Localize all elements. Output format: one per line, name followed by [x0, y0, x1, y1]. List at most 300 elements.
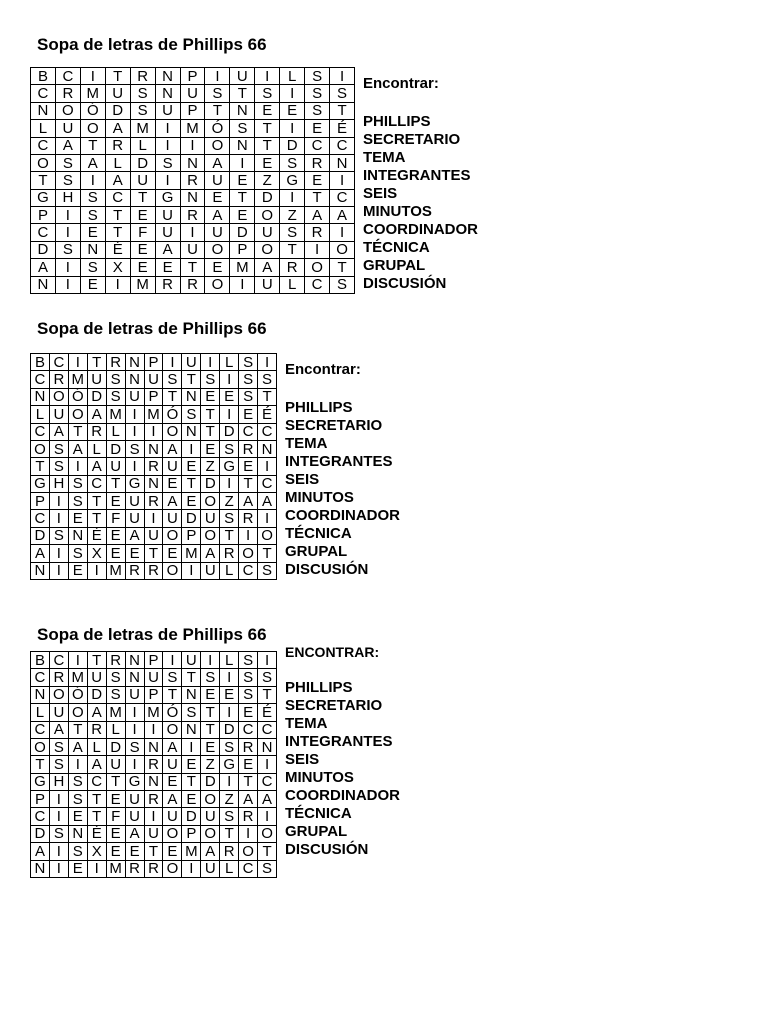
grid-cell: I — [258, 808, 277, 825]
grid-cell: I — [182, 562, 201, 580]
puzzle-3-title: Sopa de letras de Phillips 66 — [37, 625, 267, 644]
grid-cell: I — [55, 224, 80, 241]
grid-cell: S — [201, 669, 220, 686]
grid-cell: E — [80, 276, 105, 294]
grid-cell: B — [31, 354, 50, 371]
grid-cell: R — [87, 423, 106, 440]
grid-cell: I — [87, 860, 106, 878]
grid-cell: R — [144, 756, 163, 773]
word-item: MINUTOS — [285, 489, 354, 506]
grid-cell: I — [80, 172, 105, 189]
grid-cell: T — [180, 259, 205, 276]
grid-cell: I — [205, 68, 230, 85]
grid-cell: D — [105, 102, 130, 119]
grid-cell: R — [49, 371, 68, 388]
grid-cell: A — [87, 704, 106, 721]
grid-cell: S — [163, 371, 182, 388]
grid-cell: R — [305, 224, 330, 241]
grid-cell: O — [68, 704, 87, 721]
grid-cell: I — [220, 773, 239, 790]
grid-cell: E — [106, 545, 125, 562]
grid-cell: D — [31, 241, 56, 258]
grid-cell: P — [144, 388, 163, 405]
grid-cell: U — [144, 371, 163, 388]
grid-cell: A — [31, 843, 50, 860]
grid-row — [31, 773, 277, 790]
grid-cell: E — [280, 102, 305, 119]
grid-cell: T — [80, 137, 105, 154]
grid-cell: U — [182, 354, 201, 371]
grid-cell: I — [330, 68, 355, 85]
grid-cell: R — [144, 493, 163, 510]
grid-cell: L — [220, 860, 239, 878]
grid-cell: T — [201, 704, 220, 721]
grid-cell: U — [125, 388, 144, 405]
grid-row — [31, 68, 355, 85]
grid-cell: O — [255, 241, 280, 258]
grid-cell: M — [106, 406, 125, 423]
grid-cell: Z — [220, 493, 239, 510]
grid-cell: A — [49, 721, 68, 738]
grid-cell: S — [239, 371, 258, 388]
grid-cell: O — [258, 527, 277, 544]
word-item: PHILLIPS — [285, 399, 353, 416]
grid-cell: R — [144, 860, 163, 878]
grid-cell: P — [180, 102, 205, 119]
grid-cell: A — [68, 738, 87, 755]
grid-cell: U — [255, 224, 280, 241]
grid-cell: I — [49, 843, 68, 860]
word-item: SEIS — [285, 471, 320, 488]
grid-cell: D — [106, 738, 125, 755]
grid-cell: E — [201, 738, 220, 755]
grid-cell: U — [87, 371, 106, 388]
grid-cell: I — [87, 562, 106, 580]
grid-cell: O — [205, 137, 230, 154]
grid-cell: O — [258, 825, 277, 842]
grid-cell: E — [201, 440, 220, 457]
grid-cell: G — [155, 189, 180, 206]
grid-cell: I — [125, 704, 144, 721]
grid-cell: C — [258, 475, 277, 492]
grid-cell: S — [130, 102, 155, 119]
grid-cell: T — [330, 259, 355, 276]
grid-cell: I — [280, 189, 305, 206]
grid-cell: A — [163, 493, 182, 510]
grid-cell: M — [106, 562, 125, 580]
grid-cell: I — [155, 172, 180, 189]
grid-cell: T — [258, 686, 277, 703]
grid-row — [31, 371, 277, 388]
grid-cell: Z — [201, 458, 220, 475]
grid-row — [31, 843, 277, 860]
grid-cell: C — [31, 423, 50, 440]
grid-cell: A — [258, 493, 277, 510]
grid-cell: R — [180, 207, 205, 224]
grid-cell: D — [220, 423, 239, 440]
grid-cell: R — [155, 276, 180, 294]
grid-cell: É — [258, 704, 277, 721]
grid-cell: H — [55, 189, 80, 206]
grid-row — [31, 791, 277, 808]
grid-cell: S — [239, 388, 258, 405]
grid-cell: T — [87, 493, 106, 510]
grid-cell: S — [130, 85, 155, 102]
grid-cell: E — [239, 756, 258, 773]
word-item: PHILLIPS — [363, 113, 431, 130]
grid-cell: N — [31, 860, 50, 878]
grid-cell: E — [106, 843, 125, 860]
grid-row — [31, 207, 355, 224]
grid-cell: P — [144, 354, 163, 371]
grid-cell: C — [31, 808, 50, 825]
grid-cell: S — [106, 686, 125, 703]
grid-cell: N — [31, 562, 50, 580]
grid-cell: M — [68, 669, 87, 686]
grid-cell: U — [201, 562, 220, 580]
word-item: TÉCNICA — [285, 525, 352, 542]
grid-cell: A — [205, 154, 230, 171]
grid-cell: D — [220, 721, 239, 738]
grid-cell: T — [87, 808, 106, 825]
grid-row — [31, 440, 277, 457]
grid-cell: R — [239, 510, 258, 527]
grid-cell: S — [80, 207, 105, 224]
grid-cell: T — [163, 686, 182, 703]
word-item: TEMA — [363, 149, 406, 166]
grid-cell: E — [305, 120, 330, 137]
grid-cell: S — [68, 545, 87, 562]
grid-cell: U — [255, 276, 280, 294]
grid-row — [31, 493, 277, 510]
grid-cell: E — [182, 791, 201, 808]
grid-cell: I — [182, 860, 201, 878]
grid-row — [31, 172, 355, 189]
grid-cell: A — [105, 120, 130, 137]
grid-cell: O — [49, 388, 68, 405]
grid-cell: I — [280, 120, 305, 137]
grid-cell: N — [125, 652, 144, 669]
grid-cell: R — [305, 154, 330, 171]
grid-cell: S — [55, 172, 80, 189]
grid-cell: S — [125, 440, 144, 457]
grid-cell: E — [130, 259, 155, 276]
grid-cell: P — [182, 527, 201, 544]
grid-cell: Z — [255, 172, 280, 189]
word-item: TÉCNICA — [363, 239, 430, 256]
grid-cell: E — [182, 493, 201, 510]
grid-cell: C — [31, 371, 50, 388]
grid-cell: E — [125, 843, 144, 860]
puzzle-1-word-list — [363, 75, 478, 293]
grid-cell: S — [230, 120, 255, 137]
grid-cell: O — [163, 423, 182, 440]
grid-cell: N — [31, 686, 50, 703]
grid-cell: S — [330, 276, 355, 294]
grid-cell: D — [106, 440, 125, 457]
word-item: COORDINADOR — [285, 787, 400, 804]
grid-cell: T — [105, 68, 130, 85]
grid-cell: I — [55, 207, 80, 224]
grid-cell: I — [144, 808, 163, 825]
grid-cell: C — [305, 276, 330, 294]
grid-cell: F — [106, 510, 125, 527]
grid-cell: G — [280, 172, 305, 189]
grid-cell: T — [201, 721, 220, 738]
grid-cell: R — [125, 562, 144, 580]
grid-cell: E — [201, 388, 220, 405]
grid-cell: A — [80, 154, 105, 171]
grid-cell: L — [106, 721, 125, 738]
grid-cell: R — [220, 545, 239, 562]
grid-cell: E — [106, 493, 125, 510]
grid-cell: E — [255, 102, 280, 119]
grid-cell: L — [280, 68, 305, 85]
grid-cell: T — [144, 843, 163, 860]
grid-cell: E — [163, 843, 182, 860]
grid-cell: S — [258, 669, 277, 686]
grid-cell: D — [201, 475, 220, 492]
grid-cell: S — [68, 773, 87, 790]
grid-cell: C — [31, 137, 56, 154]
grid-cell: T — [305, 189, 330, 206]
grid-cell: S — [182, 704, 201, 721]
grid-row — [31, 669, 277, 686]
grid-cell: É — [87, 527, 106, 544]
grid-cell: U — [49, 406, 68, 423]
grid-cell: A — [239, 493, 258, 510]
grid-cell: E — [220, 388, 239, 405]
grid-cell: N — [182, 423, 201, 440]
grid-cell: E — [239, 704, 258, 721]
grid-cell: T — [201, 423, 220, 440]
grid-cell: S — [239, 354, 258, 371]
word-item: INTEGRANTES — [363, 167, 471, 184]
grid-cell: C — [55, 68, 80, 85]
grid-cell: T — [87, 652, 106, 669]
word-item: INTEGRANTES — [285, 453, 393, 470]
grid-cell: S — [49, 458, 68, 475]
grid-cell: I — [258, 652, 277, 669]
grid-cell: T — [201, 406, 220, 423]
grid-cell: N — [155, 68, 180, 85]
grid-cell: C — [258, 423, 277, 440]
grid-cell: L — [220, 652, 239, 669]
grid-cell: S — [80, 259, 105, 276]
grid-cell: X — [87, 843, 106, 860]
grid-cell: E — [182, 458, 201, 475]
grid-cell: I — [144, 423, 163, 440]
grid-cell: I — [220, 371, 239, 388]
grid-cell: É — [258, 406, 277, 423]
grid-cell: P — [230, 241, 255, 258]
grid-row — [31, 189, 355, 206]
grid-cell: U — [125, 493, 144, 510]
grid-cell: S — [258, 371, 277, 388]
grid-cell: X — [87, 545, 106, 562]
grid-cell: T — [144, 545, 163, 562]
grid-cell: C — [87, 773, 106, 790]
grid-cell: C — [31, 224, 56, 241]
word-item: TÉCNICA — [285, 805, 352, 822]
grid-cell: D — [87, 686, 106, 703]
grid-cell: T — [220, 527, 239, 544]
grid-row — [31, 120, 355, 137]
grid-cell: E — [163, 545, 182, 562]
grid-row — [31, 686, 277, 703]
word-item: SEIS — [285, 751, 320, 768]
grid-cell: I — [220, 704, 239, 721]
grid-cell: T — [105, 224, 130, 241]
grid-cell: T — [31, 756, 50, 773]
grid-cell: G — [125, 475, 144, 492]
grid-row — [31, 704, 277, 721]
grid-cell: O — [330, 241, 355, 258]
grid-cell: C — [258, 721, 277, 738]
grid-cell: P — [31, 207, 56, 224]
grid-cell: I — [105, 276, 130, 294]
grid-cell: U — [125, 510, 144, 527]
grid-cell: N — [68, 527, 87, 544]
grid-cell: S — [68, 843, 87, 860]
grid-cell: N — [144, 440, 163, 457]
grid-cell: I — [239, 527, 258, 544]
grid-cell: C — [87, 475, 106, 492]
grid-cell: U — [87, 669, 106, 686]
grid-cell: E — [230, 207, 255, 224]
puzzle-2-grid — [30, 353, 277, 580]
grid-cell: T — [106, 773, 125, 790]
grid-row — [31, 224, 355, 241]
grid-cell: N — [230, 102, 255, 119]
grid-cell: T — [87, 354, 106, 371]
grid-cell: S — [49, 756, 68, 773]
puzzle-1-find-label: Encontrar: — [363, 75, 439, 92]
grid-cell: I — [68, 354, 87, 371]
grid-cell: R — [144, 562, 163, 580]
grid-cell: O — [305, 259, 330, 276]
grid-cell: A — [87, 458, 106, 475]
grid-cell: T — [31, 172, 56, 189]
grid-cell: I — [49, 545, 68, 562]
grid-cell: D — [182, 808, 201, 825]
grid-cell: I — [258, 458, 277, 475]
grid-cell: Ó — [163, 406, 182, 423]
grid-cell: O — [31, 440, 50, 457]
grid-cell: E — [106, 825, 125, 842]
grid-cell: C — [31, 85, 56, 102]
grid-row — [31, 102, 355, 119]
grid-cell: R — [130, 68, 155, 85]
grid-cell: N — [80, 241, 105, 258]
grid-cell: S — [220, 440, 239, 457]
grid-cell: N — [155, 85, 180, 102]
word-item: DISCUSIÓN — [285, 841, 369, 858]
grid-cell: A — [68, 440, 87, 457]
grid-cell: N — [180, 154, 205, 171]
grid-cell: T — [205, 102, 230, 119]
grid-cell: I — [258, 354, 277, 371]
grid-cell: N — [182, 686, 201, 703]
grid-cell: T — [258, 843, 277, 860]
grid-cell: E — [239, 406, 258, 423]
grid-cell: I — [68, 756, 87, 773]
grid-cell: E — [205, 259, 230, 276]
grid-cell: N — [68, 825, 87, 842]
grid-cell: U — [163, 808, 182, 825]
grid-cell: D — [230, 224, 255, 241]
grid-cell: B — [31, 652, 50, 669]
grid-cell: I — [220, 475, 239, 492]
grid-cell: T — [280, 241, 305, 258]
grid-cell: M — [182, 843, 201, 860]
grid-cell: E — [220, 686, 239, 703]
word-item: COORDINADOR — [285, 507, 400, 524]
grid-cell: T — [330, 102, 355, 119]
grid-cell: A — [87, 406, 106, 423]
grid-cell: U — [205, 172, 230, 189]
grid-cell: U — [201, 860, 220, 878]
puzzle-2-find-label: Encontrar: — [285, 361, 361, 378]
grid-row — [31, 154, 355, 171]
grid-cell: N — [31, 388, 50, 405]
grid-cell: C — [49, 652, 68, 669]
grid-cell: U — [180, 85, 205, 102]
grid-cell: U — [163, 510, 182, 527]
grid-cell: R — [49, 669, 68, 686]
grid-cell: S — [305, 102, 330, 119]
grid-cell: P — [31, 791, 50, 808]
grid-cell: S — [205, 85, 230, 102]
grid-cell: I — [180, 224, 205, 241]
grid-cell: S — [49, 527, 68, 544]
grid-cell: S — [280, 154, 305, 171]
grid-cell: U — [155, 102, 180, 119]
grid-row — [31, 562, 277, 580]
puzzle-1-title: Sopa de letras de Phillips 66 — [37, 35, 267, 54]
grid-cell: D — [255, 189, 280, 206]
puzzle-1-grid — [30, 67, 355, 294]
grid-cell: D — [182, 510, 201, 527]
grid-cell: Z — [201, 756, 220, 773]
grid-cell: U — [163, 756, 182, 773]
grid-cell: S — [49, 738, 68, 755]
grid-cell: N — [258, 738, 277, 755]
grid-cell: H — [49, 773, 68, 790]
grid-cell: M — [144, 406, 163, 423]
grid-cell: E — [163, 773, 182, 790]
grid-row — [31, 458, 277, 475]
word-item: TEMA — [285, 435, 328, 452]
grid-cell: C — [239, 860, 258, 878]
grid-cell: R — [105, 137, 130, 154]
grid-cell: S — [258, 562, 277, 580]
grid-cell: A — [87, 756, 106, 773]
grid-cell: P — [182, 825, 201, 842]
grid-cell: T — [87, 791, 106, 808]
grid-cell: X — [105, 259, 130, 276]
grid-cell: L — [220, 354, 239, 371]
grid-row — [31, 721, 277, 738]
grid-cell: O — [49, 686, 68, 703]
grid-cell: I — [144, 721, 163, 738]
grid-row — [31, 808, 277, 825]
grid-cell: L — [130, 137, 155, 154]
grid-cell: O — [163, 721, 182, 738]
word-item: SECRETARIO — [363, 131, 461, 148]
puzzle-3-word-list — [285, 643, 400, 859]
grid-cell: R — [106, 354, 125, 371]
